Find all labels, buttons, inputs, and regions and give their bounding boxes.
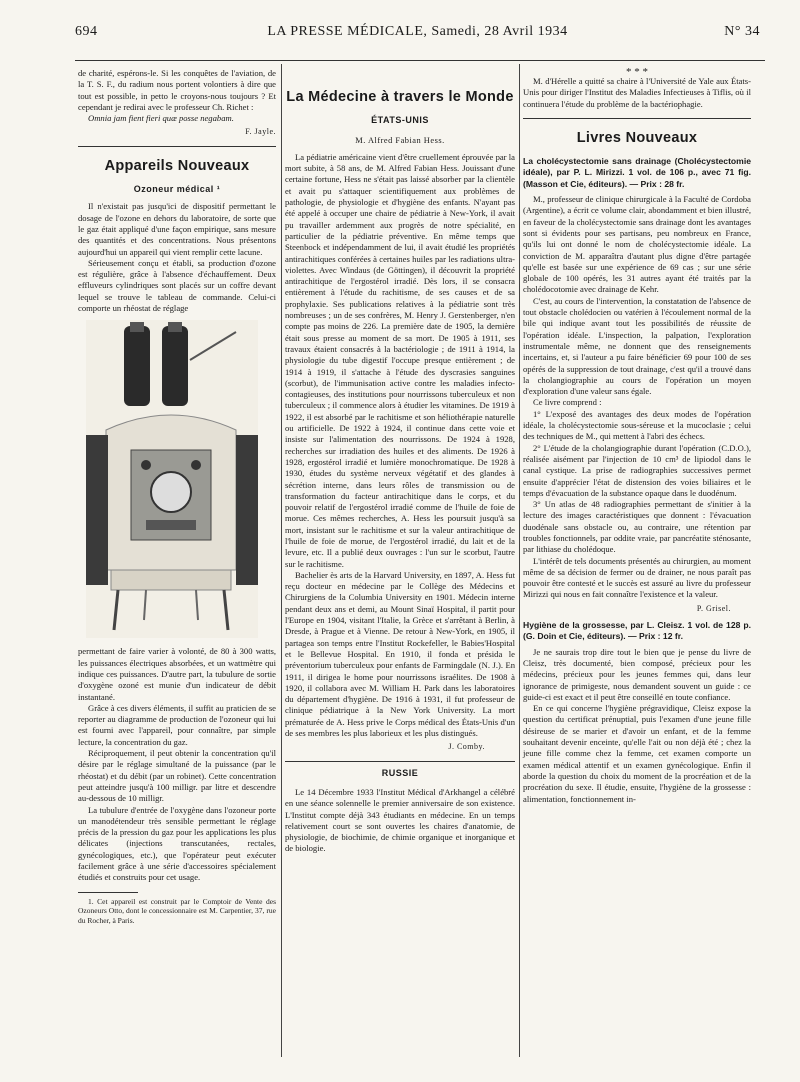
flow-knob (191, 460, 201, 470)
header-rule (75, 60, 765, 61)
intro-quote: Omnia jam fient fieri quæ posse negabam. (88, 113, 234, 124)
paragraph: C'est, au cours de l'intervention, la constatation de l'absence de tout obstacle cholédocien ou vatérien à l'écoulement normal de la bile qui indique avant tout les possibilités de réussite de l'opération idéale. L'inspection, la palpation, l'exploration instrumentale même, ne donnent que des renseignements incertains, et, si l'auteur a pu faire bénéficier 69 pour 100 de ses opérés de la suppression de tout drainage, c'est qu'il a trouvé dans la cholangiographie au cours de l'opération un moyen d'exploration d'une valeur sans égale. (523, 295, 751, 397)
paragraph: 2° L'étude de la cholangiographie durant l'opération (C.D.O.), réalisée aisément par l'injection de 10 cm³ de lipiodol dans le canal cystique. La prise de radiographies successives permet ensuite d'apprécier l'état de distension des voies biliaires et le temps d'évacuation de la substance opaque dans le duodénum. (523, 442, 751, 498)
ozoneur-drawing (86, 320, 258, 638)
intro-signature: F. Jayle. (245, 127, 276, 137)
separator-stars: * * * (626, 66, 648, 78)
paragraph: permettant de faire varier à volonté, de 80 à 300 watts, les puissances électriques absorbées, et un wattmètre qui indique ces puissances. D'autre part, la tubulure de sortie d'oxygène ozoné est munie d'un indicateur de débit instantané. (78, 646, 276, 702)
door-right (236, 435, 258, 585)
paragraph: Le 14 Décembre 1933 l'Institut Médical d'Arkhangel a célébré en une séance solennelle le premier anniversaire de son existence. L'Institut compte déjà 343 étudiants en médecine. En un temps relativement court se sont ouvertes les chaires d'anatomie, de physiologie, de biochimie, de chimie organique et inorganique et de biologie. (285, 786, 515, 854)
paragraph: L'intérêt de tels documents présentés au chirurgien, au moment même de sa décision de fermer ou de drainer, ne nous paraît pas pouvoir être contesté et le succès est assuré au livre du professeur Mirizzi qui nous en fait connaître l'existence et la valeur. (523, 555, 751, 600)
paragraph: 3° Un atlas de 48 radiographies permettant de s'initier à la lecture des images caractéristiques que donnent : l'évacuation duodénale sans obstacle ou, au contraire, une rétention par troubles fonctionnels, par oddite vraie, par pancréatite sténosante, par lithiase du cholédoque. (523, 499, 751, 555)
book-title: La cholécystectomie sans drainage (Cholécystectomie idéale), par P. L. Mirizzi. 1 vol. de 106 p., avec 71 fig. (Masson et Cie, éditeurs). — Prix : 28 fr. (523, 156, 751, 189)
paragraph: Je ne saurais trop dire tout le bien que je pense du livre de Cleisz, très documenté, bien composé, précieux pour les médecins, précieux pour les jeunes femmes qui, dans leur ignorance de primigeste, nous demandent souvent un guide : ce guide-ci est exact et il peut être conseillé en toute confiance. (523, 646, 751, 702)
paragraph: Bachelier ès arts de la Harvard University, en 1897, A. Hess fut reçu docteur en médecine par le Collège des Médecins et Chirurgiens de la Columbia University en 1901. Médecin interne pendant deux ans et demi, au Mount Sinaï Hospital, il partit pour l'Europe en 1904, visitant l'Italie, la Grèce et s'arrêtant à Berlin, à Dresde, à Prague et à Vienne. De retour à New-York, en 1905, il partagea son temps entre l'Institut Rockefeller, le Babies'Hospital et le Bellevue Hospital. En 1910, il fonda et présida le préventorium tuberculeux pour enfants de Farmingdale (N. J.). En 1911, il dirigea le home pour nourrissons israélites. De 1908 à 1920, il collabora avec M. William H. Park dans les laboratoires du département d'hygiène. De 1916 à 1931, il fut professeur de clinique pédiatrique à la New York University. La mort prématurée de A. Hess prive le Corps médical des États-Unis d'un de ses membres les plus laborieux et les plus distingués. (285, 569, 515, 739)
section-title-appareils: Appareils Nouveaux (104, 157, 250, 174)
section-rule (78, 146, 276, 147)
paragraph: La tubulure d'entrée de l'oxygène dans l'ozoneur porte un manodétendeur très sensible permettant le réglage précis de la pression du gaz pour les applications les plus délicates (injections transcutanées, rectales, gynécologiques, etc.), que l'opérateur peut exécuter facilement grâce à une série d'accessoires spécialement étudiés et construits pour cet usage. (78, 804, 276, 883)
paragraph: La pédiatrie américaine vient d'être cruellement éprouvée par la mort subite, à 58 ans, de M. Alfred Fabian Hess. Jouissant d'une certaine fortune, Hess ne s'était pas laissé absorber par la clientèle et avait pu s'attaquer scientifiquement aux problèmes de pathologie, de physiologie et d'hygiène des enfants. N'ayant pas été appelé à occuper une chaire de pédiatrie à New-York, il avait pu travailler ardemment aux progrès de notre spécialité, en particulier de la pédiatrie préventive. En même temps que Steenbock et indépendamment de lui, il avait étudié les propriétés antirachitiques conférées à certaines huiles par les radiations ultra-violettes. Avec Windaus (de Göttingen), il découvrit la propriété antirachitique de l'ergostérol irradié. Dès lors, il se consacra entièrement à l'étude du rachitisme, de ses causes et de sa prophylaxie. Ses publications relatives à la pédiatrie sont très nombreuses ; un de ses confrères, M. Henry J. Gerstenberger, n'en compte pas moins de 226. La première date de 1905, la dernière était sous presse au moment de sa mort. De 1905 à 1911, ses travaux étaient consacrés à la bactériologie ; de 1911 à 1914, la physiologie du tube digestif l'occupe presque entièrement ; de 1914 à 1919, il s'attache à l'étude des dyscrasies sanguines (scorbut), de l'immunisation active contre les maladies infecto-contagieuses, des institutions pour nourrissons tuberculeux et non tuberculeux ; il commence alors à étudier les vitamines. De 1919 à 1922, il est absorbé par le rachitisme et son héliothérapie naturelle ou artificielle. De 1922 à 1924, il continue dans cette voie et insiste sur l'alimentation des nourrissons. De 1924 à 1928, recherches sur irradiation des huiles et des aliments. De 1926 à 1928, ergostérol irradié et lumière monochromatique. De 1928 à 1930, études du système nerveux végétatif et des glandes à sécrétion interne, dans leurs rôles de transmission ou de transformation du facteur antirachitique dans le corps, et du pouvoir relatif de l'ergostérol irradié comme de l'huile de foie de morue. Ces mêmes recherches, A. Hess les poursuit jusqu'à sa mort, insistant sur le rachitisme et sur la valeur antirachitique de l'huile de foie de morue, de l'ergostérol irradié, du lait et de la levure, etc. Il a publié deux ouvrages : l'un sur le scorbut, l'autre sur le rachitisme. (285, 151, 515, 569)
wattmeter-dial (151, 472, 191, 512)
column-divider (519, 64, 520, 1057)
paragraph: Réciproquement, il peut obtenir la concentration qu'il désire par le réglage simultané de la puissance (par le rhéostat) et du débit (par un robinet). Cette concentration peut atteindre jusqu'à 100 milligr. par litre et descendre au-dessous de 10 milligr. (78, 748, 276, 804)
column-divider (281, 64, 282, 1057)
section-title-livres: Livres Nouveaux (576, 129, 698, 146)
paragraph: M. d'Hérelle a quitté sa chaire à l'Université de Yale aux États-Unis pour diriger l'Institut des Maladies Infectieuses à Tiflis, où il continuera l'étude du problème de la bactériophagie. (523, 76, 751, 109)
paragraph: Sérieusement conçu et établi, sa production d'ozone est régulière, grâce à l'absence d'échauffement. Deux effluveurs cylindriques sont placés sur un coffre devant lequel se trouve le tableau de commande. Celui-ci comporte un rhéostat de réglage (78, 257, 276, 314)
paragraph: Il n'existait pas jusqu'ici de dispositif permettant le dosage de l'ozone en dehors du laboratoire, de sorte que le gaz était appliqué d'une façon empirique, sans mesure des quantités et des concentrations. Nous présentons aujourd'hui un appareil qui vient remplir cette lacune. (78, 201, 276, 257)
footnote-rule (78, 892, 138, 893)
page-header (75, 24, 760, 44)
ozoneur-illustration (86, 320, 258, 638)
effluveur-left (124, 326, 150, 406)
article-title-ozoneur: Ozoneur médical ¹ (133, 184, 221, 195)
section-title-medecine: La Médecine à travers le Monde (286, 89, 514, 105)
issue-number: N° 34 (724, 24, 760, 39)
footnote: 1. Cet appareil est construit par le Comptoir de Vente des Ozoneurs Otto, dont le concessionnaire est M. Carpentier, 37, rue du Rocher, à Paris. (78, 896, 276, 925)
intro-text: de charité, espérons-le. Si les conquêtes de l'aviation, de la T. S. F., du radium nous portent volontiers à dire que tout est possible, in petto le croyons-nous toujours ? Et cependant je redirai avec le professeur Ch. Richet : (78, 68, 276, 112)
book-title: Hygiène de la grossesse, par L. Cleisz. 1 vol. de 128 p. (G. Doin et Cie, éditeurs). — Prix : 12 fr. (523, 620, 751, 642)
country-heading-russia: RUSSIE (381, 767, 419, 778)
country-heading-us: ÉTATS-UNIS (371, 115, 429, 126)
paragraph: Ce livre comprend : (533, 397, 602, 408)
book-signature: P. Grisel. (696, 603, 731, 613)
effluveur-right (162, 326, 188, 406)
column-middle (285, 68, 515, 855)
page-number: 694 (75, 24, 98, 39)
paragraph: En ce qui concerne l'hygiène prégravidique, Cleisz expose la question du certificat prénuptial, puis l'examen d'une jeune fille désireuse de se marier et d'avoir un enfant, et de la femme souhaitant devenir enceinte, qu'elle l'ait ou non déjà été ; chez la jeune fille comme chez la femme, cet examen comporte un examen médical attentif et un examen gynécologique. Enfin il aborde la question du choix du moment de la procréation et de la procréation du sexe. Il étudie, ensuite, l'hygiène de la grossesse : alimentation, fonctionnement in- (523, 703, 751, 804)
us-signature: J. Comby. (448, 742, 485, 752)
paragraph: 1° L'exposé des avantages des deux modes de l'opération idéale, la cholécystectomie sous-séreuse et la mucoclasie ; celui des techniques de M., qui mettent à l'abri des échecs. (523, 408, 751, 442)
rheostat-knob (141, 460, 151, 470)
column-right (523, 68, 751, 805)
door-left (86, 435, 108, 585)
article-title-hess: M. Alfred Fabian Hess. (355, 135, 445, 145)
paragraph: Grâce à ces divers éléments, il suffit au praticien de se reporter au diagramme de production de l'ozoneur qui lui est fourni avec l'appareil, pour connaître, par simple lecture, la concentration du gaz. (78, 702, 276, 747)
section-rule (285, 761, 515, 762)
journal-title: LA PRESSE MÉDICALE, Samedi, 28 Avril 1934 (267, 24, 568, 39)
paragraph: M., professeur de clinique chirurgicale à la Faculté de Cordoba (Argentine), a écrit ce volume clair, abondamment et bien illustré, en faveur de la cholécystectomie sans drainage dont les avantages sont si évidents pour ses partisans, peu nombreux en France, qu'ils lui ont donné le nom de cholécystectomie idéale. La conviction de M. apparaîtra d'autant plus digne d'être partagée qu'elle est basée sur une expérience de 69 cas ; sur une série globale de 100 opérés, les 31 autres ayant été traités par la cholédocotomie avec drainage de Kehr. (523, 194, 751, 295)
section-rule (523, 118, 751, 119)
column-left (78, 68, 276, 925)
